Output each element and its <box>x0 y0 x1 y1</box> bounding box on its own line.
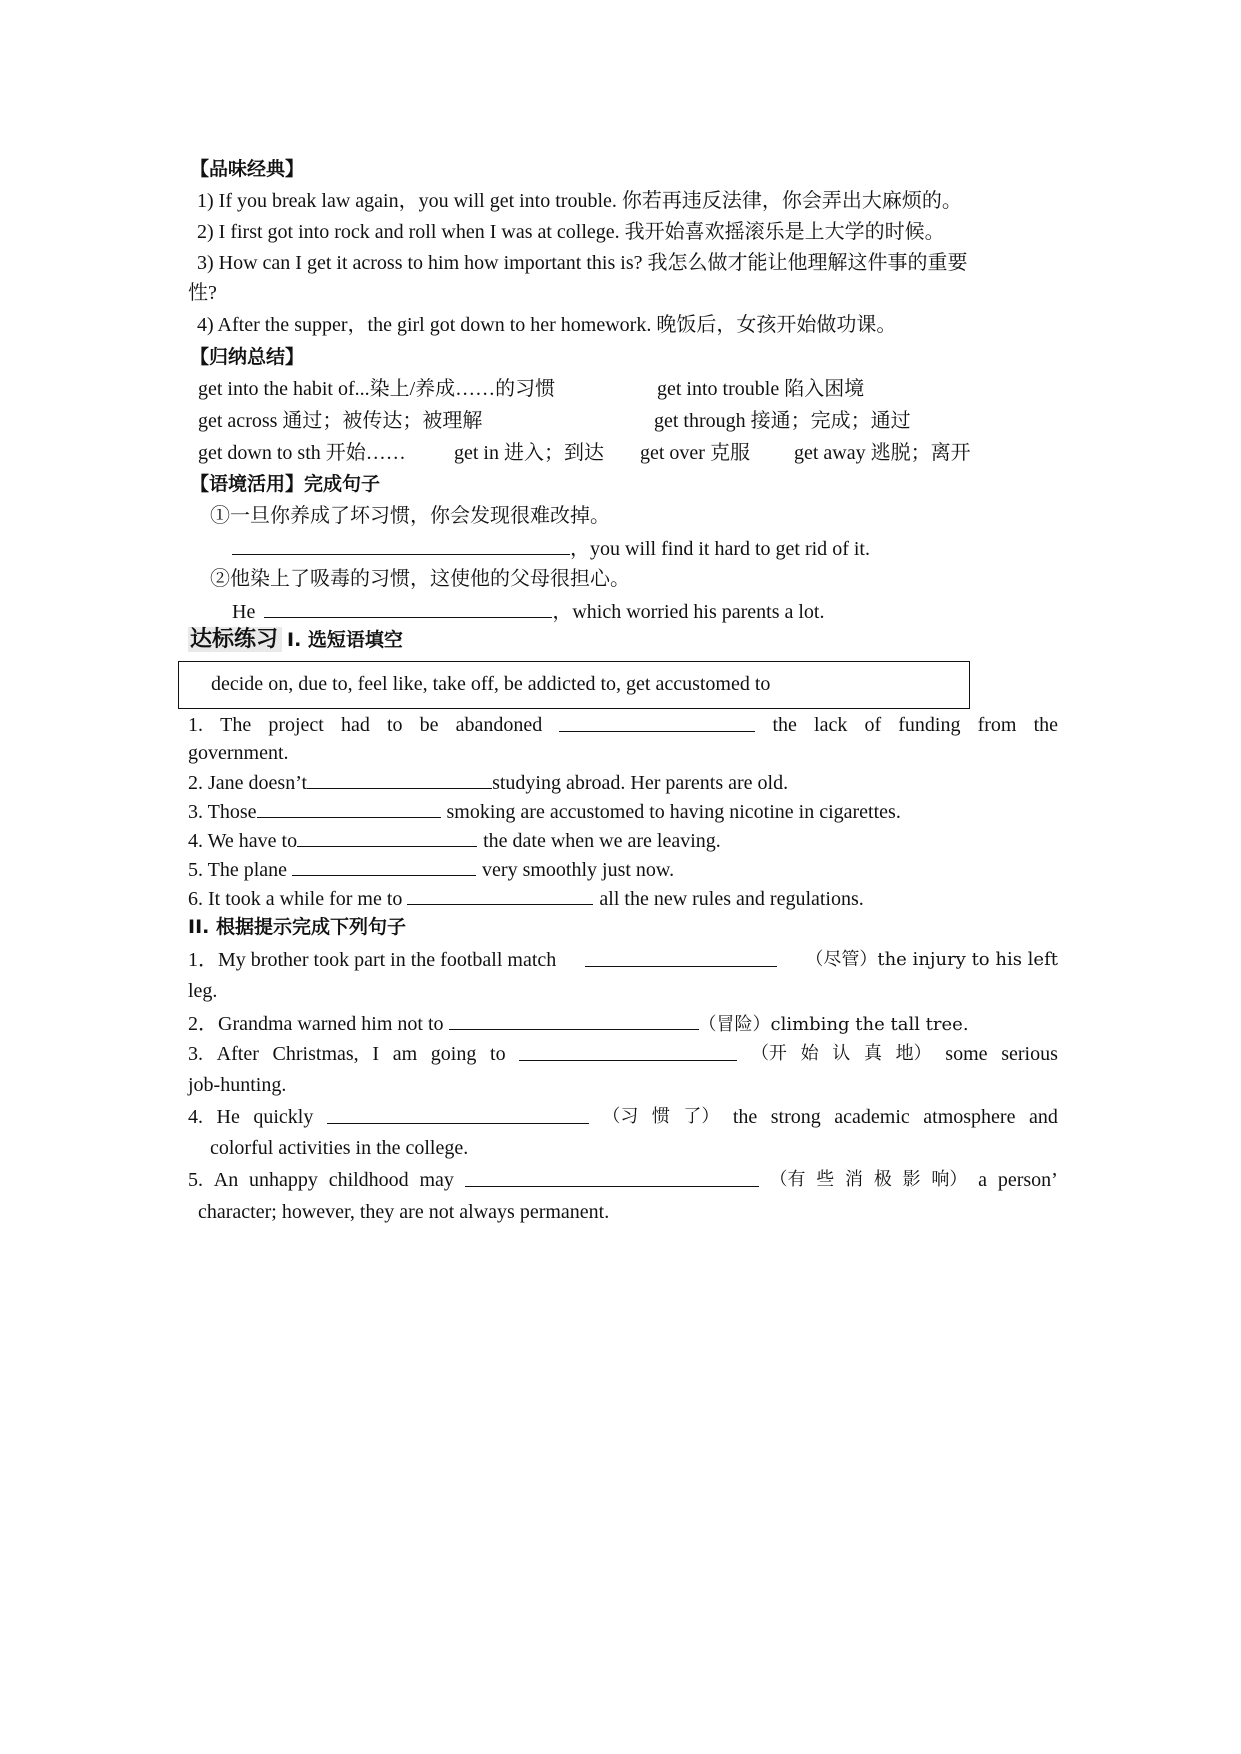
text-fragment: 始 <box>800 1043 819 1064</box>
text-fragment: 4. We have to <box>188 830 298 852</box>
text-fragment: the date when we are leaving. <box>483 830 721 852</box>
section-heading-context: 【语境活用】完成句子 <box>190 473 381 495</box>
part2-question-5 <box>188 1168 1058 1192</box>
part1-question-3 <box>188 799 901 824</box>
text-fragment: a <box>978 1169 988 1191</box>
answer-blank[interactable] <box>264 599 552 618</box>
text-fragment: He <box>216 1106 240 1128</box>
answer-blank[interactable] <box>585 948 777 967</box>
answer-blank[interactable] <box>465 1168 759 1187</box>
answer-blank[interactable] <box>327 1105 589 1124</box>
part1-question-1 <box>188 713 1058 737</box>
text-fragment: atmosphere <box>923 1106 1016 1128</box>
text-fragment: （有 <box>769 1169 806 1190</box>
answer-blank[interactable] <box>292 857 476 876</box>
section-heading-classics: 【品味经典】 <box>190 158 305 180</box>
example-sentence-2: 2) I first got into rock and roll when I was at college. 我开始喜欢摇滚乐是上大学的时候。 <box>197 221 945 243</box>
text-fragment: abandoned <box>455 714 543 736</box>
text-fragment: from <box>977 714 1017 736</box>
part2-question-3 <box>188 1042 1058 1066</box>
text-fragment: 些 <box>816 1169 835 1190</box>
practice-title: 达标练习 <box>188 627 282 652</box>
part1-question-6 <box>188 886 864 911</box>
answer-blank[interactable] <box>257 799 441 818</box>
text-fragment: strong <box>770 1106 821 1128</box>
text-fragment: 消 <box>845 1169 864 1190</box>
text-fragment: 3. Those <box>188 801 257 823</box>
answer-blank[interactable] <box>297 828 477 847</box>
phrase-item: get through 接通；完成；通过 <box>654 410 911 432</box>
phrase-bank: decide on, due to, feel like, take off, be addicted to, get accustomed to <box>211 673 771 695</box>
context-q1-english <box>232 536 870 561</box>
section-heading-summary: 【归纳总结】 <box>190 346 305 368</box>
text-fragment: 2. Jane doesn’t <box>188 772 308 794</box>
text-fragment: 5. <box>188 1169 203 1191</box>
text-fragment: be <box>419 714 439 736</box>
text-fragment: serious <box>1001 1043 1058 1065</box>
example-sentence-3-cont: 性? <box>188 282 217 304</box>
text-fragment: all the new rules and regulations. <box>599 888 864 910</box>
part1-question-5 <box>188 857 674 882</box>
context-q2-english <box>232 599 825 624</box>
text-fragment: 了） <box>683 1106 720 1127</box>
part1-question-4 <box>188 828 721 853</box>
example-sentence-4: 4) After the supper，the girl got down to her homework. 晚饭后，女孩开始做功课。 <box>197 314 897 336</box>
example-sentence-1: 1) If you break law again，you will get into trouble. 你若再违反法律，你会弄出大麻烦的。 <box>197 190 962 212</box>
text-fragment: 影 <box>902 1169 921 1190</box>
text-fragment: of <box>864 714 882 736</box>
part2-question-1-cont: leg. <box>188 980 218 1002</box>
answer-blank[interactable] <box>307 770 492 789</box>
part2-question-5-cont: character; however, they are not always permanent. <box>198 1201 610 1223</box>
text-fragment: smoking are accustomed to having nicotine in cigarettes. <box>446 801 901 823</box>
practice-part2-title: II. 根据提示完成下列句子 <box>188 916 406 938</box>
text-fragment: （冒险）climbing the tall tree. <box>698 1014 969 1035</box>
text-fragment: （尽管）the injury to his left <box>805 949 1058 970</box>
phrase-item: get across 通过；被传达；被理解 <box>198 410 483 432</box>
text-fragment: 认 <box>832 1043 851 1064</box>
text-fragment: the <box>732 1106 758 1128</box>
text-fragment: and <box>1028 1106 1058 1128</box>
text-fragment: Christmas, <box>272 1043 359 1065</box>
text-fragment: the <box>1033 714 1058 736</box>
text-fragment: the <box>772 714 797 736</box>
text-fragment: 5. The plane <box>188 859 288 881</box>
phrase-item: get over 克服 <box>640 442 750 464</box>
phrase-item: get into the habit of...染上/养成……的习惯 <box>198 378 556 400</box>
text-fragment: very smoothly just now. <box>482 859 675 881</box>
text-fragment: had <box>340 714 370 736</box>
text-fragment: person’ <box>997 1169 1058 1191</box>
context-q2-tail: ，which worried his parents a lot. <box>552 601 825 623</box>
text-fragment: 2．Grandma warned him not to <box>188 1013 444 1035</box>
context-q1-chinese: ①一旦你养成了坏习惯，你会发现很难改掉。 <box>210 505 610 527</box>
answer-blank[interactable] <box>232 536 570 555</box>
text-fragment: childhood <box>328 1169 409 1191</box>
part2-question-4-cont: colorful activities in the college. <box>210 1137 469 1159</box>
text-fragment: unhappy <box>249 1169 318 1191</box>
context-q2-head: He <box>232 601 256 623</box>
phrase-item: get down to sth 开始…… <box>198 442 406 464</box>
text-fragment: quickly <box>253 1106 314 1128</box>
part2-question-1 <box>188 948 1058 972</box>
text-fragment: going <box>430 1043 477 1065</box>
part2-question-4 <box>188 1105 1058 1129</box>
text-fragment: funding <box>898 714 961 736</box>
text-fragment: I <box>372 1043 380 1065</box>
answer-blank[interactable] <box>559 713 755 732</box>
text-fragment: may <box>419 1169 454 1191</box>
text-fragment: 1．My brother took part in the football match <box>188 949 557 971</box>
phrase-item: get away 逃脱；离开 <box>794 442 971 464</box>
phrase-bank-box <box>178 661 970 709</box>
text-fragment: some <box>945 1043 988 1065</box>
text-fragment: project <box>268 714 324 736</box>
text-fragment: am <box>392 1043 418 1065</box>
text-fragment: （习 <box>602 1106 639 1127</box>
phrase-item: get in 进入；到达 <box>454 442 604 464</box>
text-fragment: （开 <box>750 1043 787 1064</box>
text-fragment: 惯 <box>651 1106 670 1127</box>
part2-question-3-cont: job-hunting. <box>188 1074 287 1096</box>
text-fragment: 地） <box>895 1043 932 1064</box>
practice-part1-title: I. 选短语填空 <box>287 629 403 651</box>
text-fragment: academic <box>834 1106 910 1128</box>
context-q2-chinese: ②他染上了吸毒的习惯，这使他的父母很担心。 <box>210 568 630 590</box>
text-fragment: 3. <box>188 1043 203 1065</box>
text-fragment: 1. <box>188 714 203 736</box>
text-fragment: An <box>213 1169 239 1191</box>
answer-blank[interactable] <box>407 886 593 905</box>
context-q1-tail: ，you will find it hard to get rid of it. <box>570 538 870 560</box>
text-fragment: The <box>220 714 252 736</box>
text-fragment: to <box>490 1043 506 1065</box>
phrase-item: get into trouble 陷入困境 <box>657 378 865 400</box>
text-fragment: 真 <box>863 1043 882 1064</box>
text-fragment: 4. <box>188 1106 203 1128</box>
text-fragment: After <box>216 1043 259 1065</box>
answer-blank[interactable] <box>519 1042 737 1061</box>
text-fragment: studying abroad. Her parents are old. <box>492 772 789 794</box>
part1-question-1-cont: government. <box>188 742 289 764</box>
example-sentence-3: 3) How can I get it across to him how important this is? 我怎么做才能让他理解这件事的重要 <box>197 252 968 274</box>
practice-heading <box>188 628 403 652</box>
text-fragment: to <box>386 714 403 736</box>
text-fragment: 极 <box>873 1169 892 1190</box>
text-fragment: lack <box>814 714 848 736</box>
part2-question-2 <box>188 1011 969 1037</box>
text-fragment: 6. It took a while for me to <box>188 888 403 910</box>
part1-question-2 <box>188 770 788 795</box>
answer-blank[interactable] <box>449 1011 699 1030</box>
text-fragment: 响） <box>931 1169 968 1190</box>
